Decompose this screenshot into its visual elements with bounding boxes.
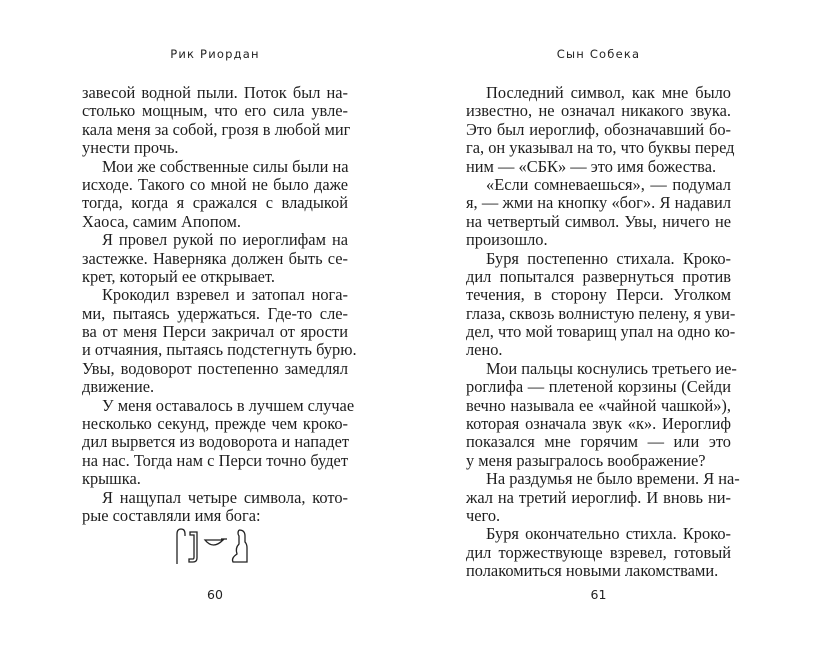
paragraph (82, 231, 348, 286)
paragraph (82, 285, 357, 397)
text-line: Буря окончательно стихла. Кроко- (486, 524, 731, 544)
paragraph (82, 395, 355, 489)
text-line: полакомиться новыми лакомствами. (466, 561, 719, 581)
text-line: У меня оставалось в лучшем случае (102, 395, 355, 415)
running-header-author: Рик Риордан (170, 47, 260, 61)
text-line: на четвертый символ. Увы, ничего не (466, 211, 731, 231)
text-line: ми, пытаясь удержаться. Где-то сле- (82, 303, 348, 323)
text-line: га, он указывал на то, что буквы перед (466, 138, 735, 158)
left-page-text (82, 83, 357, 525)
text-line: застежке. Наверняка должен быть се- (82, 248, 348, 268)
paragraph (466, 176, 731, 250)
paragraph (466, 469, 740, 525)
paragraph (82, 83, 351, 158)
text-line: течения, в сторону Перси. Уголком (466, 285, 731, 305)
text-line: произошло. (466, 230, 548, 250)
page-number: 60 (207, 587, 223, 602)
text-line: завесой водной пыли. Поток был на- (82, 83, 348, 102)
text-line: дил вырвется из водоворота и нападет (82, 432, 350, 452)
text-line: Мои пальцы коснулись третьего ие- (486, 358, 737, 378)
text-line: чего. (466, 505, 501, 525)
page-number: 61 (590, 587, 607, 602)
text-line: я, — жми на кнопку «бог». Я надавил (466, 193, 731, 213)
text-line: дил попытался развернуться против (466, 266, 731, 286)
text-line: кала меня за собой, грозя в любой миг (82, 119, 351, 139)
paragraph (82, 489, 348, 526)
text-line: На раздумья не было времени. Я на- (486, 469, 740, 489)
text-line: тогда, когда я сражался с владыкой (82, 193, 348, 213)
text-line: Хаоса, самим Апопом. (82, 211, 241, 231)
text-line: на нас. Тогда нам с Перси точно будет (82, 450, 348, 470)
text-line: и отчаяния, пытаясь подстегнуть бурю. (82, 340, 357, 360)
text-line: «Если сомневаешься», — подумал (486, 174, 731, 194)
text-line: вечно называла ее «чайной чашкой»), (466, 395, 731, 415)
text-line: известно, не означал никакого звука. (466, 101, 731, 121)
text-line: ва от меня Перси закричал от ярости (82, 322, 348, 342)
text-line: ним — «СБК» — это имя божества. (466, 156, 717, 176)
text-line: Я провел рукой по иероглифам на (102, 230, 348, 250)
text-line: которая означала звук «к». Иероглиф (466, 414, 731, 434)
text-line: Я нащупал четыре символа, кото- (102, 487, 348, 507)
text-line: столько мощным, что его сила увле- (82, 101, 348, 121)
text-line: Последний символ, как мне было (486, 83, 731, 102)
text-line: роглифа — плетеной корзины (Сейди (466, 377, 731, 397)
text-line: дел, что мой товарищ упал на одно ко- (466, 322, 736, 342)
text-line: лено. (466, 340, 503, 360)
text-line: дил торжествующе взревел, готовый (466, 542, 731, 562)
text-line: жал на третий иероглиф. И вновь ни- (466, 487, 731, 507)
text-line: крышка. (82, 469, 141, 489)
right-page (466, 0, 740, 656)
running-header-title: Сын Собека (556, 47, 641, 61)
hieroglyphs-sbk-icon (175, 528, 255, 568)
text-line: рые составляли имя бога: (82, 505, 261, 525)
paragraph (466, 83, 735, 176)
right-page-text (466, 83, 740, 581)
paragraph (466, 248, 736, 360)
text-line: Это был иероглиф, обозначавший бо- (466, 119, 731, 139)
paragraph (466, 525, 731, 580)
text-line: Мои же собственные силы были на (102, 156, 349, 176)
text-line: крет, который ее открывает. (82, 266, 275, 286)
left-page (82, 0, 357, 656)
paragraph (82, 158, 348, 232)
text-line: движение. (82, 377, 155, 397)
text-line: Крокодил взревел и затопал нога- (102, 285, 348, 305)
text-line: Увы, водоворот постепенно замедлял (82, 358, 348, 378)
text-line: унести прочь. (82, 138, 179, 158)
text-line: несколько секунд, прежде чем кроко- (82, 414, 348, 434)
text-line: исходе. Такого со мной не было даже (82, 174, 348, 194)
text-line: Буря постепенно стихала. Кроко- (486, 248, 731, 268)
text-line: у меня разыгралось воображение? (466, 450, 706, 470)
paragraph (466, 358, 737, 470)
text-line: показался мне горячим — или это (466, 432, 731, 452)
text-line: глаза, сквозь волнистую пелену, я уви- (466, 303, 736, 323)
